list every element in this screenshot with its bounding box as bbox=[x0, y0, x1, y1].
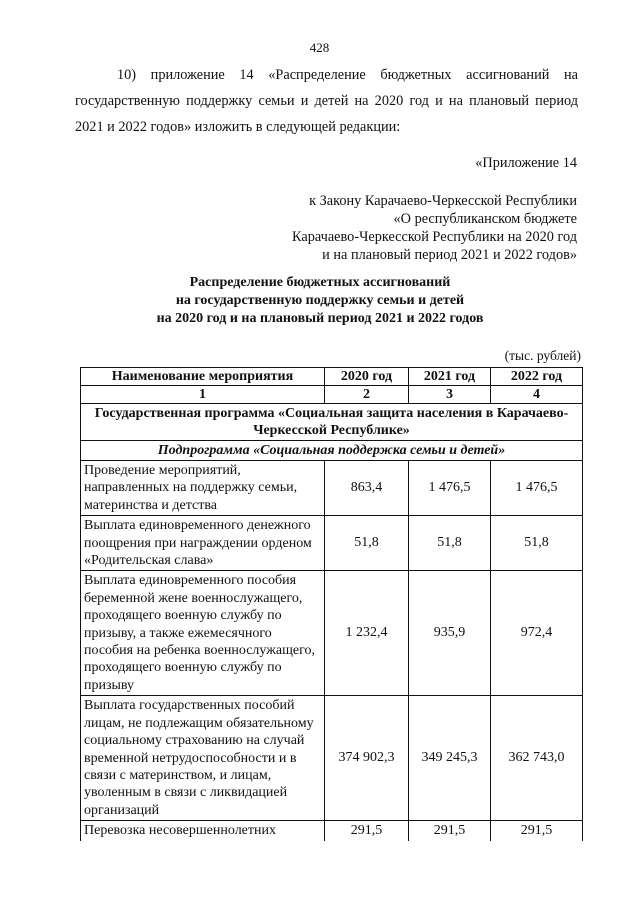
table-row bbox=[81, 821, 583, 841]
table-row bbox=[81, 696, 583, 821]
page-number: 428 bbox=[309, 40, 330, 55]
program-title: Государственная программа «Социальная защита населения в Карачаево-Черкесской Республике» bbox=[81, 404, 583, 441]
value-2021: 349 245,3 bbox=[409, 696, 491, 821]
title-line: на государственную поддержку семьи и детей bbox=[175, 293, 465, 308]
table-row bbox=[81, 571, 583, 696]
table-header-row bbox=[81, 368, 583, 386]
intro-text: 10) приложение 14 «Распределение бюджетных ассигнований на государственную поддержку семьи и детей на 2020 год и на плановый период 2021 и 2022 годов» изложить в следующей редакции: bbox=[75, 67, 578, 135]
intro-paragraph bbox=[75, 62, 578, 140]
value-2021: 935,9 bbox=[409, 571, 491, 696]
value-2020: 1 232,4 bbox=[325, 571, 409, 696]
value-2020: 51,8 bbox=[325, 516, 409, 571]
value-2022: 362 743,0 bbox=[491, 696, 583, 821]
row-name: Перевозка несовершеннолетних bbox=[81, 821, 325, 841]
program-row bbox=[81, 404, 583, 441]
subprogram-row bbox=[81, 441, 583, 461]
budget-table bbox=[80, 367, 583, 841]
table-row bbox=[81, 516, 583, 571]
value-2022: 291,5 bbox=[491, 821, 583, 841]
value-2021: 291,5 bbox=[409, 821, 491, 841]
table-row bbox=[81, 461, 583, 516]
title-line: на 2020 год и на плановый период 2021 и 2022 годов bbox=[156, 311, 484, 326]
row-name: Выплата единовременного денежного поощрения при награждении орденом «Родительская слава» bbox=[81, 516, 325, 571]
header-2020: 2020 год bbox=[325, 368, 409, 386]
column-number: 4 bbox=[491, 386, 583, 404]
column-number: 2 bbox=[325, 386, 409, 404]
value-2021: 51,8 bbox=[409, 516, 491, 571]
header-2022: 2022 год bbox=[491, 368, 583, 386]
row-name: Выплата государственных пособий лицам, не подлежащим обязательному социальному страхованию на случай временной нетрудоспособности и в связи с материнством, и лицам, уволенным в связи с ликвидацией организаций bbox=[81, 696, 325, 821]
value-2022: 51,8 bbox=[491, 516, 583, 571]
value-2020: 374 902,3 bbox=[325, 696, 409, 821]
value-2020: 863,4 bbox=[325, 461, 409, 516]
document-title bbox=[60, 274, 580, 328]
header-measure-name: Наименование мероприятия bbox=[81, 368, 325, 386]
appendix-ref-line: Карачаево-Черкесской Республики на 2020 год bbox=[292, 229, 577, 245]
header-2021: 2021 год bbox=[409, 368, 491, 386]
appendix-ref-line: и на плановый период 2021 и 2022 годов» bbox=[322, 247, 577, 263]
subprogram-title: Подпрограмма «Социальная поддержка семьи и детей» bbox=[81, 441, 583, 461]
column-number-row bbox=[81, 386, 583, 404]
column-number: 3 bbox=[409, 386, 491, 404]
appendix-reference bbox=[247, 192, 577, 264]
row-name: Выплата единовременного пособия беременной жене военнослужащего, проходящего военную службу по призыву, а также ежемесячного пособия на ребенка военнослужащего, проходящего военную службу по призыву bbox=[81, 571, 325, 696]
row-name: Проведение мероприятий, направленных на поддержку семьи, материнства и детства bbox=[81, 461, 325, 516]
value-2020: 291,5 bbox=[325, 821, 409, 841]
appendix-heading: «Приложение 14 bbox=[475, 155, 577, 171]
value-2021: 1 476,5 bbox=[409, 461, 491, 516]
value-2022: 972,4 bbox=[491, 571, 583, 696]
title-line: Распределение бюджетных ассигнований bbox=[189, 275, 451, 290]
value-2022: 1 476,5 bbox=[491, 461, 583, 516]
appendix-ref-line: к Закону Карачаево-Черкесской Республики bbox=[309, 193, 577, 209]
units-note: (тыс. рублей) bbox=[504, 348, 581, 363]
appendix-ref-line: «О республиканском бюджете bbox=[393, 211, 577, 227]
column-number: 1 bbox=[81, 386, 325, 404]
